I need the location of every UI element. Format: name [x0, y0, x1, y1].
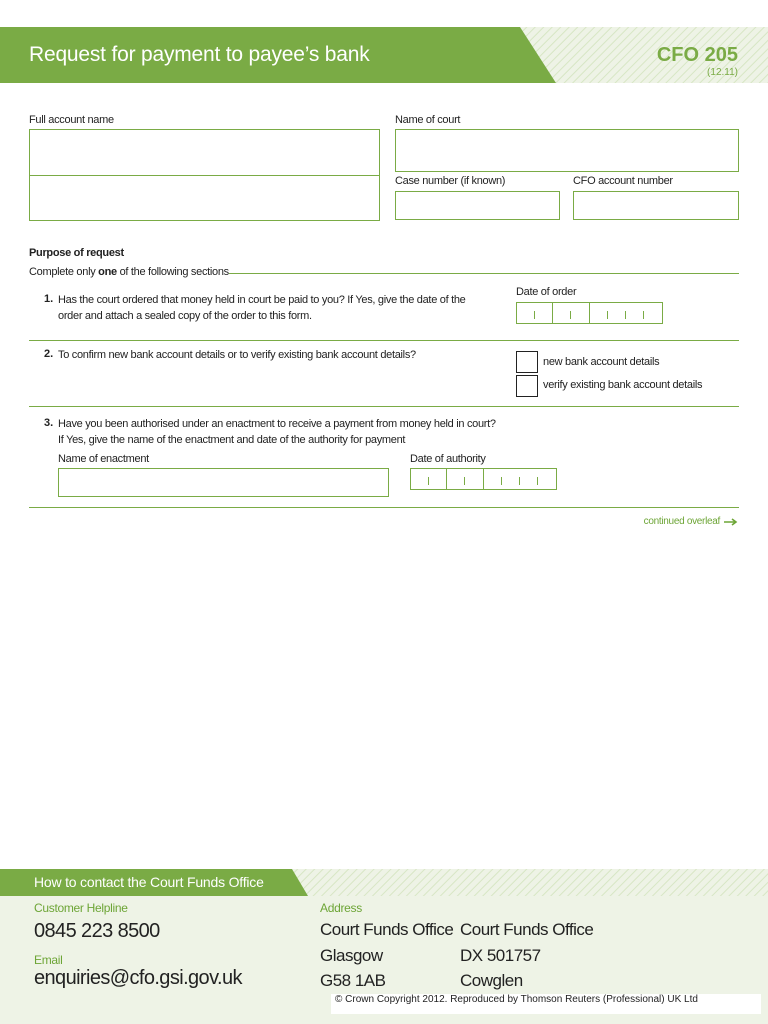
- field-divider: [30, 175, 379, 176]
- email-link[interactable]: enquiries@cfo.gsi.gov.uk: [34, 967, 242, 989]
- instruction-emphasis: one: [98, 266, 117, 278]
- footer-heading: How to contact the Court Funds Office: [34, 874, 264, 890]
- instruction-suffix: of the following sections: [116, 266, 229, 278]
- full-account-name-field[interactable]: [29, 129, 380, 221]
- divider: [29, 507, 739, 508]
- cfo-account-number-label: CFO account number: [573, 175, 673, 187]
- purpose-heading: Purpose of request: [29, 247, 124, 259]
- question-1-line-1: Has the court ordered that money held in court be paid to you? If Yes, give the date of the: [58, 294, 466, 306]
- instruction-prefix: Complete only: [29, 266, 99, 278]
- authority-date-label: Date of authority: [410, 453, 486, 465]
- address-line: Cowglen: [460, 971, 523, 990]
- copyright-notice: © Crown Copyright 2012. Reproduced by Thomson Reuters (Professional) UK Ltd: [331, 994, 761, 1014]
- address-line: Glasgow: [320, 946, 383, 965]
- divider: [229, 273, 739, 274]
- continued-overleaf: [644, 516, 738, 527]
- new-bank-details-label: new bank account details: [543, 356, 660, 368]
- form-title: Request for payment to payee’s bank: [29, 43, 370, 66]
- case-number-label: Case number (if known): [395, 175, 506, 187]
- address-label: Address: [320, 901, 362, 915]
- enactment-name-field[interactable]: [58, 468, 389, 497]
- verify-bank-details-label: verify existing bank account details: [543, 379, 703, 391]
- cfo-account-number-field[interactable]: [573, 191, 739, 220]
- question-2-text: To confirm new bank account details or to verify existing bank account details?: [58, 349, 416, 361]
- form-code: CFO 205: [656, 44, 738, 66]
- date-of-order-field[interactable]: [516, 302, 663, 324]
- question-3-line-2: If Yes, give the name of the enactment and date of the authority for payment: [58, 434, 406, 446]
- email-label: Email: [34, 953, 63, 967]
- verify-bank-details-checkbox[interactable]: [516, 375, 538, 397]
- arrow-right-icon: [724, 518, 738, 526]
- question-3-number: 3.: [44, 417, 54, 429]
- name-of-court-field[interactable]: [395, 129, 739, 172]
- address-line: Court Funds Office: [320, 920, 454, 939]
- new-bank-details-checkbox[interactable]: [516, 351, 538, 373]
- name-of-court-label: Name of court: [395, 114, 461, 126]
- address-line: DX 501757: [460, 946, 541, 965]
- form-version: (12.11): [707, 67, 738, 78]
- authority-date-field[interactable]: [410, 468, 557, 490]
- full-account-name-label: Full account name: [29, 114, 114, 126]
- case-number-field[interactable]: [395, 191, 560, 220]
- helpline-label: Customer Helpline: [34, 901, 128, 915]
- divider: [29, 340, 739, 341]
- enactment-name-label: Name of enactment: [58, 453, 149, 465]
- divider: [29, 406, 739, 407]
- question-1-number: 1.: [44, 293, 54, 305]
- helpline-number: 0845 223 8500: [34, 920, 160, 942]
- question-3-line-1: Have you been authorised under an enactment to receive a payment from money held in court?: [58, 418, 496, 430]
- question-2-number: 2.: [44, 348, 54, 360]
- purpose-instruction: [29, 266, 229, 278]
- question-1-text: [58, 292, 466, 324]
- address-line: Court Funds Office: [460, 920, 594, 939]
- question-3-text: [58, 416, 496, 448]
- question-1-line-2: order and attach a sealed copy of the order to this form.: [58, 310, 312, 322]
- continued-overleaf-text: continued overleaf: [643, 516, 720, 527]
- address-line: G58 1AB: [320, 971, 386, 990]
- date-of-order-label: Date of order: [516, 286, 577, 298]
